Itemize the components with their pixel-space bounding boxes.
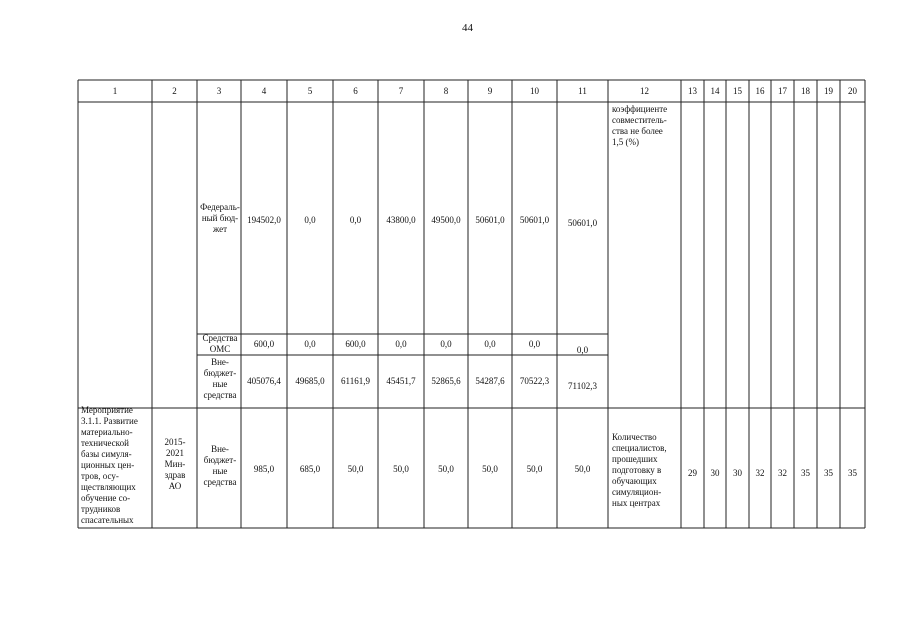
period-line: 2021 (166, 448, 184, 458)
value-cell: 50601,0 (567, 218, 598, 228)
source-line: ные (212, 379, 228, 389)
column-header-9: 9 (487, 86, 493, 96)
value-cell: 49685,0 (295, 376, 325, 386)
activity-line: трудников (81, 504, 121, 514)
period-line: Мин- (164, 459, 186, 469)
source-line: Вне- (211, 357, 229, 367)
value-cell: 0,0 (304, 215, 316, 225)
value-cell: 45451,7 (386, 376, 416, 386)
target-cell: 30 (710, 468, 720, 478)
activity-line: спасательных (81, 515, 134, 525)
activity-period (153, 437, 197, 492)
activity-line: 3.1.1. Развитие (81, 416, 138, 426)
activity-line: обучение со- (81, 493, 131, 503)
target-cell: 35 (801, 468, 810, 478)
column-header-13: 13 (688, 86, 697, 96)
column-header-1: 1 (112, 86, 118, 96)
source-line: Вне- (211, 444, 229, 454)
column-header-3: 3 (216, 86, 222, 96)
activity-value-cell: 50,0 (574, 464, 591, 474)
value-cell: 0,0 (484, 339, 496, 349)
value-cell: 600,0 (345, 339, 366, 349)
source-extrabudget (198, 357, 242, 401)
activity-value-cell: 50,0 (438, 464, 454, 474)
column-header-12: 12 (640, 86, 649, 96)
value-cell: 49500,0 (431, 215, 461, 225)
value-cell: 61161,9 (341, 376, 370, 386)
period-line: 2015- (164, 437, 186, 447)
activity-indicator (612, 432, 680, 509)
column-header-8: 8 (443, 86, 449, 96)
indicator-line: прошедших (612, 454, 658, 464)
indicator-line: коэффициенте (612, 104, 668, 114)
source-line: бюджет- (203, 368, 237, 378)
column-header-18: 18 (801, 86, 810, 96)
value-cell: 50601,0 (519, 215, 550, 225)
value-cell: 405076,4 (247, 376, 281, 386)
column-header-11: 11 (578, 86, 587, 96)
column-header-7: 7 (398, 86, 404, 96)
source-line: ные (212, 466, 228, 476)
activity-value-cell: 50,0 (482, 464, 498, 474)
column-header-17: 17 (778, 86, 787, 96)
target-cell: 32 (755, 468, 765, 478)
indicator-line: подготовку в (612, 465, 662, 475)
value-cell: 0,0 (576, 345, 589, 355)
source-line: жет (212, 224, 228, 234)
activity-value-cell: 685,0 (299, 464, 321, 474)
source-line: бюджет- (203, 455, 237, 465)
activity-line: материально- (81, 427, 133, 437)
activity-value-cell: 50,0 (347, 464, 364, 474)
activity-source (198, 444, 242, 488)
activity-line: базы симуля- (81, 449, 132, 459)
activity-name (81, 405, 149, 526)
indicator-line: специалистов, (612, 443, 667, 453)
source-federal (198, 202, 242, 235)
activity-line: ществляющих (81, 482, 136, 492)
value-cell: 52865,6 (431, 376, 461, 386)
value-cell: 194502,0 (247, 215, 281, 225)
value-cell: 71102,3 (568, 381, 597, 391)
indicator-continued (612, 104, 680, 148)
page-number: 44 (462, 22, 473, 34)
activity-value-cell: 50,0 (393, 464, 409, 474)
source-line: средства (203, 390, 237, 400)
column-header-19: 19 (824, 86, 833, 96)
target-cell: 35 (824, 468, 833, 478)
source-line: Средства (202, 333, 238, 343)
source-line: средства (203, 477, 237, 487)
target-cell: 32 (778, 468, 787, 478)
value-cell: 0,0 (349, 215, 362, 225)
column-header-10: 10 (530, 86, 539, 96)
period-line: здрав (164, 470, 186, 480)
column-header-5: 5 (307, 86, 313, 96)
target-cell: 29 (688, 468, 697, 478)
value-cell: 54287,6 (475, 376, 505, 386)
indicator-line: обучающих (612, 476, 657, 486)
activity-line: Мероприятие (81, 405, 133, 415)
value-cell: 0,0 (395, 339, 407, 349)
value-cell: 50601,0 (475, 215, 505, 225)
value-cell: 600,0 (253, 339, 275, 349)
value-cell: 70522,3 (519, 376, 550, 386)
indicator-line: 1,5 (%) (612, 137, 639, 147)
column-header-20: 20 (848, 86, 857, 96)
value-cell: 43800,0 (386, 215, 416, 225)
period-line: АО (168, 481, 182, 491)
indicator-line: ства не более (612, 126, 663, 136)
target-cell: 35 (848, 468, 857, 478)
column-header-14: 14 (710, 86, 720, 96)
column-header-15: 15 (733, 86, 742, 96)
activity-line: тров, осу- (81, 471, 119, 481)
source-line: ОМС (209, 344, 231, 354)
indicator-line: совместитель- (612, 115, 667, 125)
source-oms (198, 333, 242, 355)
indicator-line: симуляцион- (612, 487, 662, 497)
activity-line: ционных цен- (81, 460, 135, 470)
activity-value-cell: 985,0 (253, 464, 275, 474)
column-header-4: 4 (261, 86, 267, 96)
source-line: Федераль- (200, 202, 240, 212)
target-cell: 30 (733, 468, 742, 478)
column-header-16: 16 (755, 86, 765, 96)
activity-value-cell: 50,0 (526, 464, 543, 474)
value-cell: 0,0 (440, 339, 452, 349)
source-line: ный бюд- (201, 213, 239, 223)
value-cell: 0,0 (304, 339, 316, 349)
column-header-2: 2 (172, 86, 177, 96)
column-header-6: 6 (353, 86, 358, 96)
value-cell: 0,0 (528, 339, 541, 349)
activity-line: технической (81, 438, 129, 448)
indicator-line: Количество (612, 432, 657, 442)
indicator-line: ных центрах (612, 498, 661, 508)
